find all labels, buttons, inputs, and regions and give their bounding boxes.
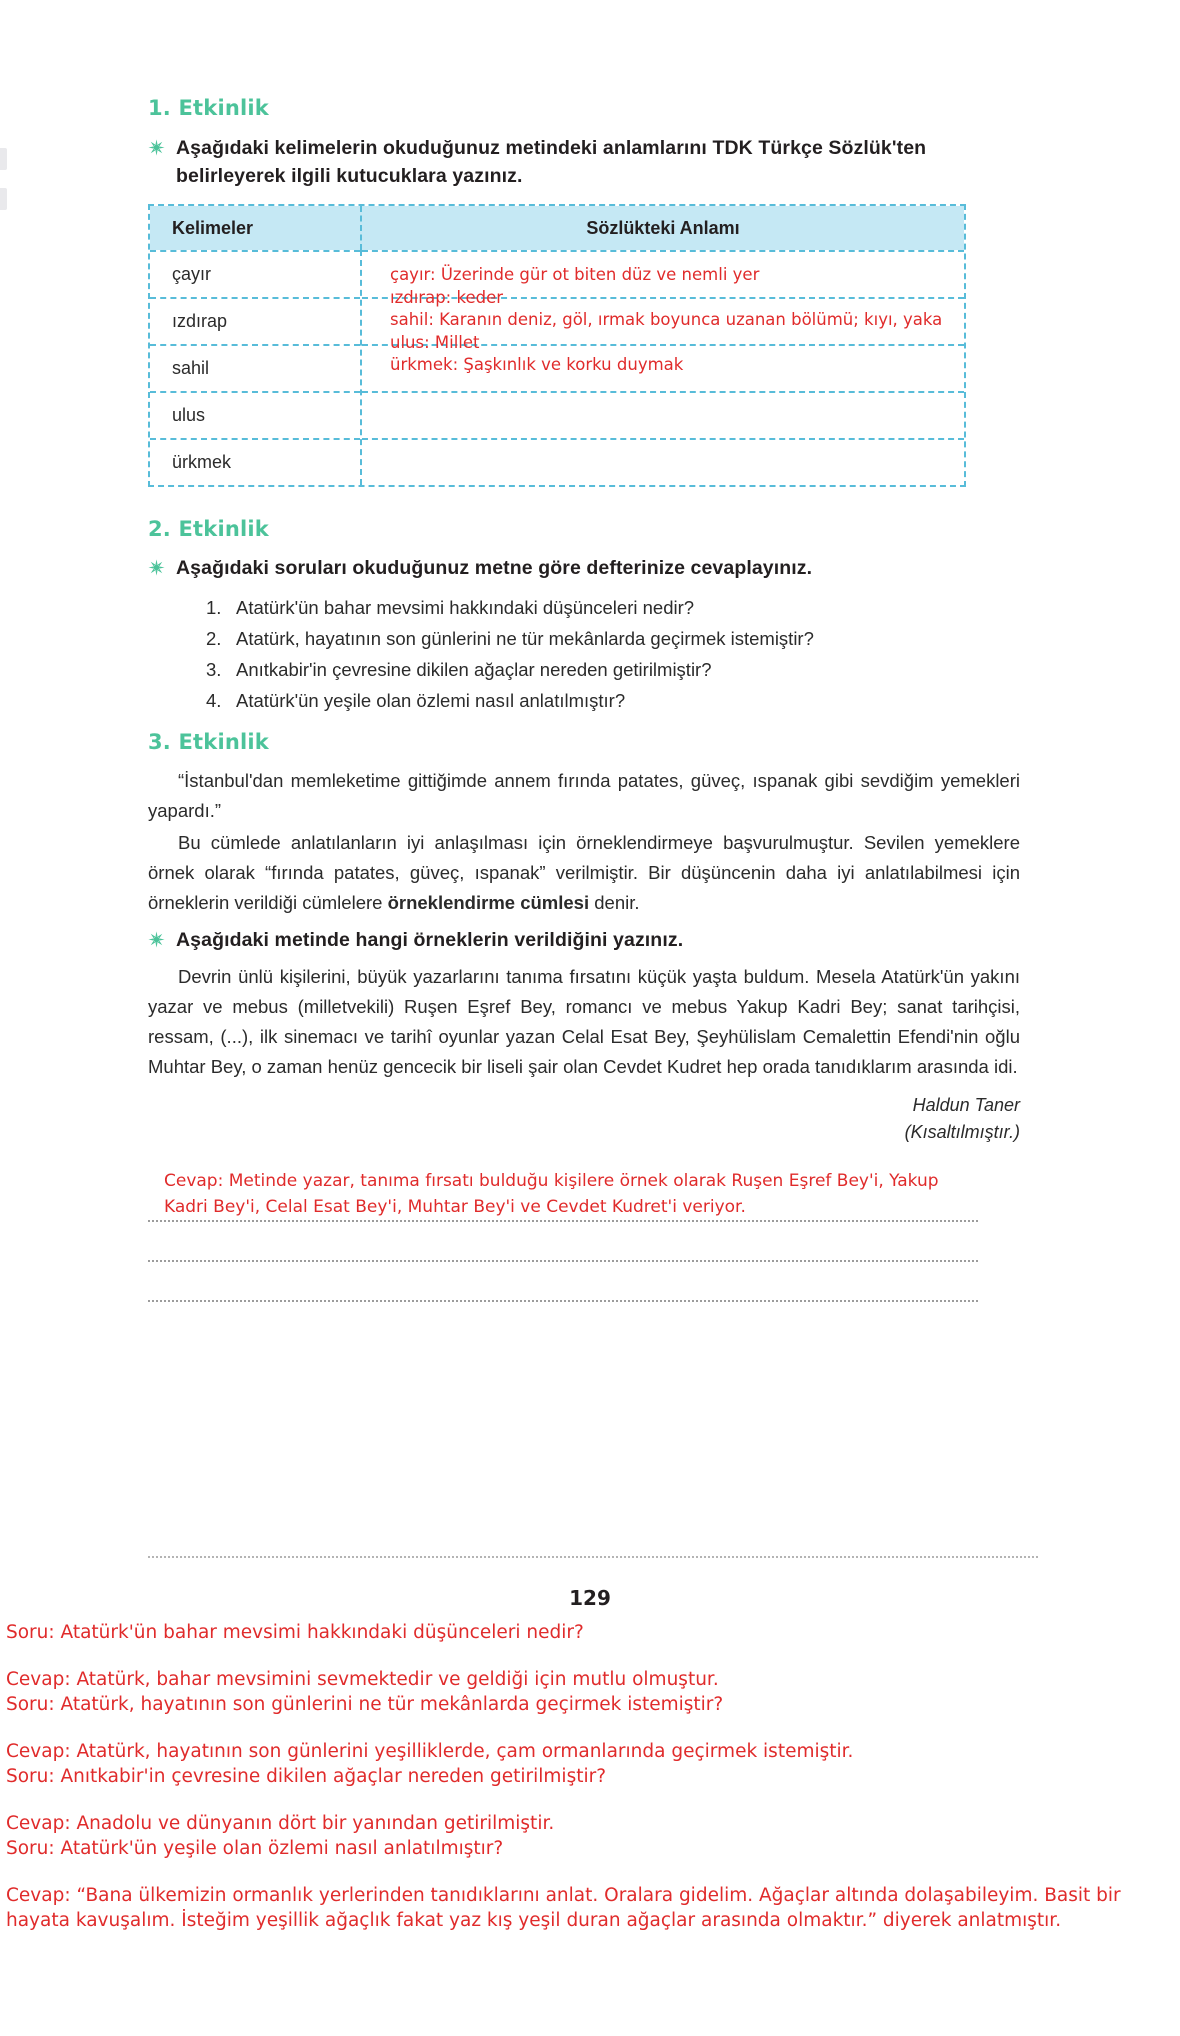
answer-cell[interactable] xyxy=(362,250,964,297)
footer-divider xyxy=(148,1556,1038,1558)
activity-2-instruction-row xyxy=(148,554,1020,582)
list-item xyxy=(206,685,1020,716)
writing-rule xyxy=(148,1300,978,1302)
vocabulary-table xyxy=(148,204,966,487)
author-note: (Kısaltılmıştır.) xyxy=(904,1122,1020,1142)
spine-mark-bottom xyxy=(0,188,7,210)
table-row: ürkmek xyxy=(150,438,360,485)
question-number: 4. xyxy=(206,690,222,711)
table-header-sozlukteki-anlami: Sözlükteki Anlamı xyxy=(586,217,740,238)
question-text: Atatürk'ün yeşile olan özlemi nasıl anlatılmıştır? xyxy=(236,690,626,711)
transcript-question: Soru: Atatürk'ün yeşile olan özlemi nasıl anlatılmıştır? xyxy=(6,1838,504,1859)
activity-3-passage: Devrin ünlü kişilerini, büyük yazarlarını tanıma fırsatını küçük yaşta buldum. Mesela Atatürk'ün yakını yazar ve mebus (milletvekili) Ruşen Eşref Bey, romancı ve mebus Yakup Kadri Bey; sanat tarihçisi, ressam, (...), ilk sinemacı ve tarihî oyunlar yazan Celal Esat Bey, Şeyhülislam Cemalettin Efendi'nin oğlu Muhtar Bey, o zaman henüz gencecik bir liseli şair olan Cevdet Kudret hep orada tanıdıklarım arasında idi. xyxy=(148,966,1020,1077)
table-header-kelimeler: Kelimeler xyxy=(150,206,362,250)
activity-3-answer-text: Cevap: Metinde yazar, tanıma fırsatı bulduğu kişilere örnek olarak Ruşen Eşref Bey'i, Yakup Kadri Bey'i, Celal Esat Bey'i, Muhtar Bey'i ve Cevdet Kudret'i veriyor. xyxy=(164,1171,939,1217)
answer-cell[interactable] xyxy=(362,297,964,344)
writing-rule xyxy=(148,1260,978,1262)
transcript-question: Soru: Anıtkabir'in çevresine dikilen ağaçlar nereden getirilmiştir? xyxy=(6,1766,607,1787)
table-answers-column[interactable] xyxy=(362,250,964,485)
list-item xyxy=(206,654,1020,685)
page-content xyxy=(148,0,1020,1306)
transcript-answer: Cevap: Atatürk, hayatının son günlerini yeşilliklerde, çam ormanlarında geçirmek istemiştir. xyxy=(6,1741,854,1762)
question-text: Atatürk'ün bahar mevsimi hakkındaki düşünceleri nedir? xyxy=(236,597,695,618)
activity-1-instruction-row xyxy=(148,134,1020,190)
list-item xyxy=(206,592,1020,623)
activity-1-instruction: Aşağıdaki kelimelerin okuduğunuz metindeki anlamlarını TDK Türkçe Sözlük'ten belirleyerek ilgili kutucuklara yazınız. xyxy=(176,137,927,187)
question-number: 3. xyxy=(206,659,222,680)
qa-transcript xyxy=(6,1620,1174,1933)
activity-3-quote: “İstanbul'dan memleketime gittiğimde annem fırında patates, güveç, ıspanak gibi sevdiğim yemekleri yapardı.” xyxy=(148,770,1020,821)
answer-text: ızdırap: keder xyxy=(390,287,504,307)
transcript-answer: Cevap: Anadolu ve dünyanın dört bir yanından getirilmiştir. xyxy=(6,1813,555,1834)
activity-3-answer-box[interactable] xyxy=(148,1168,978,1306)
question-number: 2. xyxy=(206,628,222,649)
activity-3-title: 3. Etkinlik xyxy=(148,730,269,754)
question-text: Atatürk, hayatının son günlerini ne tür mekânlarda geçirmek istemiştir? xyxy=(236,628,814,649)
activity-3-explanation xyxy=(148,828,1020,918)
table-words-column xyxy=(150,250,362,485)
transcript-question: Soru: Atatürk, hayatının son günlerini ne tür mekânlarda geçirmek istemiştir? xyxy=(6,1694,724,1715)
answer-cell[interactable] xyxy=(362,391,964,438)
table-row: çayır xyxy=(150,250,360,297)
transcript-answer: Cevap: “Bana ülkemizin ormanlık yerlerinden tanıdıklarını anlat. Oralara gidelim. Ağaçlar altında dolaşabileyim. Basit bir hayata kavuşalım. İsteğim yeşillik ağaçlık fakat yaz kış yeşil duran ağaçlar arasında olmaktır.” diyerek anlatmıştır. xyxy=(6,1885,1121,1931)
answer-text: ulus: Millet xyxy=(390,332,480,352)
explanation-bold-term: örneklendirme cümlesi xyxy=(387,892,590,913)
activity-1-title: 1. Etkinlik xyxy=(148,96,269,120)
passage-attribution xyxy=(148,1092,1020,1146)
explanation-part-1: Bu cümlede anlatılanların iyi anlaşılması için örneklendirmeye başvurulmuştur. Sevilen yemeklere örnek olarak “fırında patates, güveç, ıspanak” verilmiştir. Bir düşüncenin daha iyi anlatılabilmesi için örneklerin verildiği cümlelere xyxy=(148,832,1020,913)
page-number: 129 xyxy=(569,1586,611,1610)
table-row: sahil xyxy=(150,344,360,391)
answer-text: sahil: Karanın deniz, göl, ırmak boyunca uzanan bölümü; kıyı, yaka xyxy=(390,310,943,329)
question-text: Anıtkabir'in çevresine dikilen ağaçlar nereden getirilmiştir? xyxy=(236,659,712,680)
transcript-question: Soru: Atatürk'ün bahar mevsimi hakkındaki düşünceleri nedir? xyxy=(6,1622,584,1643)
list-item xyxy=(206,623,1020,654)
activity-2-instruction: Aşağıdaki soruları okuduğunuz metne göre defterinize cevaplayınız. xyxy=(176,557,813,579)
table-header-row xyxy=(150,206,964,250)
answer-text: çayır: Üzerinde gür ot biten düz ve nemli yer xyxy=(390,265,760,284)
author-name: Haldun Taner xyxy=(912,1095,1020,1115)
table-row: ızdırap xyxy=(150,297,360,344)
table-body xyxy=(150,250,964,485)
activity-3-instruction: Aşağıdaki metinde hangi örneklerin verildiğini yazınız. xyxy=(176,929,684,951)
answer-text: ürkmek: Şaşkınlık ve korku duymak xyxy=(390,355,684,374)
answer-cell[interactable] xyxy=(362,344,964,391)
answer-cell[interactable] xyxy=(362,438,964,485)
spine-mark-top xyxy=(0,148,7,170)
activity-2-question-list xyxy=(148,592,1020,716)
writing-rule xyxy=(148,1220,978,1222)
table-row: ulus xyxy=(150,391,360,438)
asterisk-icon xyxy=(148,139,165,156)
asterisk-icon xyxy=(148,559,165,576)
asterisk-icon xyxy=(148,931,165,948)
transcript-answer: Cevap: Atatürk, bahar mevsimini sevmektedir ve geldiği için mutlu olmuştur. xyxy=(6,1669,719,1690)
explanation-part-2: denir. xyxy=(589,892,640,913)
activity-3-instruction-row xyxy=(148,926,1020,954)
activity-2-title: 2. Etkinlik xyxy=(148,517,269,541)
question-number: 1. xyxy=(206,597,222,618)
